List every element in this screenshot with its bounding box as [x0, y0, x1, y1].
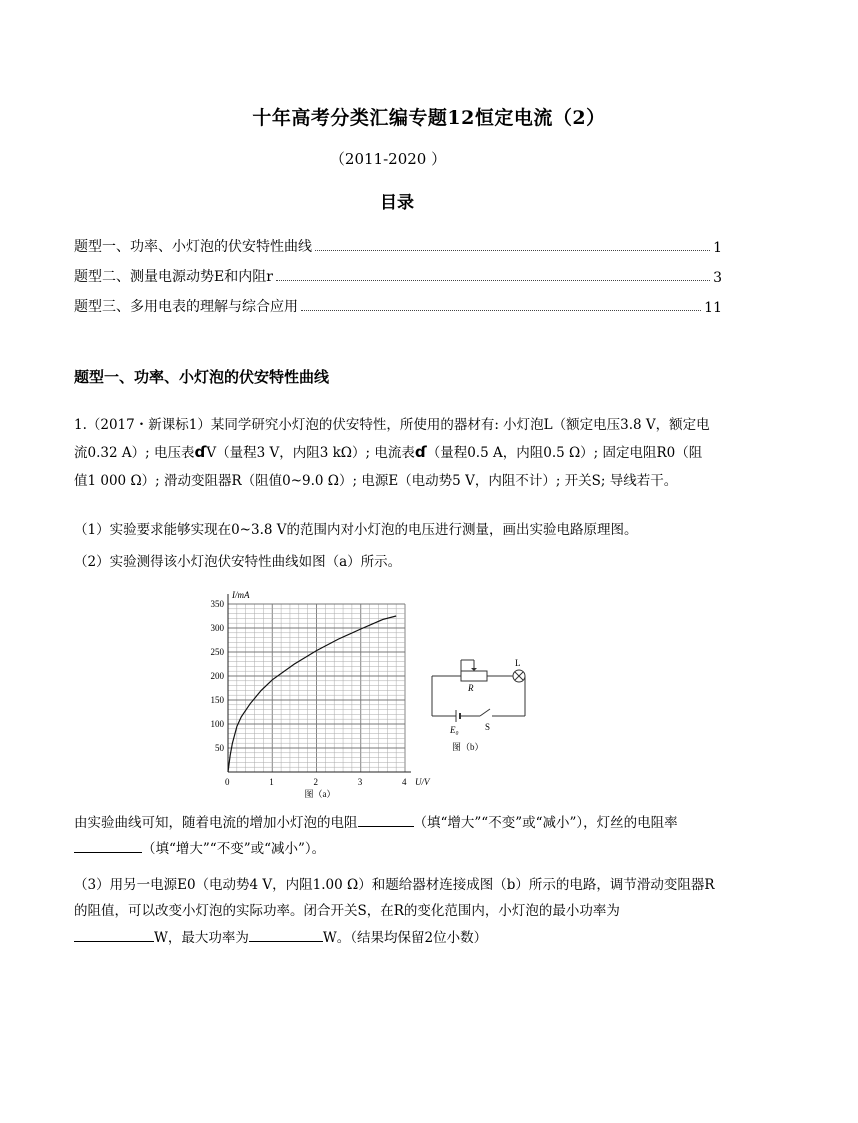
toc-item-label: 题型三、多用电表的理解与综合应用	[74, 299, 298, 315]
question-stem	[74, 412, 724, 494]
answer-blank-resistance[interactable]	[358, 812, 414, 827]
question-line: 1.（2017・新课标1）某同学研究小灯泡的伏安特性，所使用的器材有: 小灯泡L（额定电压3.8 V，额定电	[74, 417, 710, 433]
toc-item-label: 题型一、功率、小灯泡的伏安特性曲线	[74, 239, 312, 255]
question-part-3	[74, 872, 724, 951]
iv-curve-chart	[190, 584, 430, 800]
chart-grid	[228, 604, 405, 772]
toc-item-page: 3	[713, 270, 722, 286]
switch-icon	[480, 709, 490, 716]
source-label: E₀	[450, 725, 459, 735]
y-tick-label: 50	[215, 743, 224, 753]
answer-blank-max-power[interactable]	[249, 927, 323, 942]
toc-item-page: 1	[713, 240, 722, 256]
y-tick-label: 200	[210, 671, 224, 681]
x-axis-label: U/V	[415, 777, 430, 787]
switch-label: S	[485, 722, 491, 732]
answer-blank-resistivity[interactable]	[74, 838, 142, 853]
question-line	[74, 810, 724, 836]
lamp-label: L	[515, 658, 521, 668]
y-tick-label: 300	[210, 623, 224, 633]
question-line	[74, 925, 724, 951]
question-line	[74, 836, 724, 862]
toc-item[interactable]	[74, 226, 722, 256]
rheostat-label: R	[468, 683, 474, 693]
question-part-2: （2）实验测得该小灯泡伏安特性曲线如图（a）所示。	[74, 554, 402, 570]
iv-curve-line	[228, 616, 396, 772]
y-tick-label: 150	[210, 695, 224, 705]
question-text: （填“增大”“不变”或“减小”）。	[142, 841, 326, 858]
question-line	[74, 438, 724, 467]
toc-leader-dots	[301, 310, 701, 311]
y-axis-label: I/mA	[232, 590, 250, 600]
toc-leader-dots	[276, 280, 710, 281]
section-title: 题型一、功率、小灯泡的伏安特性曲线	[74, 368, 330, 386]
table-of-contents	[74, 226, 722, 316]
toc-heading: 目录	[380, 193, 414, 213]
y-tick-label: 350	[210, 599, 224, 609]
question-text: （量程0.5 A，内阻0.5 Ω）; 固定电阻R0（阻	[426, 445, 703, 462]
toc-item[interactable]	[74, 256, 722, 286]
question-line: 的阻值，可以改变小灯泡的实际功率。闭合开关S，在R的变化范围内，小灯泡的最小功率为	[74, 903, 620, 920]
question-text: V（量程3 V，内阻3 kΩ）; 电流表	[206, 445, 415, 462]
question-part-1: （1）实验要求能够实现在0~3.8 V的范围内对小灯泡的电压进行测量，画出实验电路原理图。	[74, 522, 638, 538]
toc-item[interactable]	[74, 286, 722, 316]
voltmeter-icon: ɗ	[194, 443, 207, 462]
y-tick-label: 250	[210, 647, 224, 657]
question-conclusion	[74, 810, 724, 863]
circuit-diagram-b	[428, 656, 538, 766]
figure-b-caption: 图（b）	[452, 742, 484, 752]
figures	[190, 584, 550, 800]
question-text: 由实验曲线可知，随着电流的增加小灯泡的电阻	[74, 815, 358, 831]
question-line: （3）用另一电源E0（电动势4 V，内阻1.00 Ω）和题给器材连接成图（b）所示的电路，调节滑动变阻器R	[74, 877, 715, 893]
question-text: W。（结果均保留2位小数）	[322, 929, 488, 946]
answer-blank-min-power[interactable]	[74, 927, 154, 942]
document-title: 十年高考分类汇编专题12恒定电流（2）	[252, 107, 606, 129]
x-tick-label: 4	[402, 777, 407, 787]
x-tick-label: 3	[357, 777, 363, 787]
question-line: 值1 000 Ω）; 滑动变阻器R（阻值0~9.0 Ω）; 电源E（电动势5 V，内阻不计）; 开关S; 导线若干。	[74, 472, 678, 489]
question-text: （填“增大”“不变”或“减小”），灯丝的电阻率	[413, 815, 678, 831]
toc-item-label: 题型二、测量电源动势E和内阻r	[74, 269, 273, 285]
year-range: （2011-2020 ）	[329, 150, 447, 168]
x-tick-label: 2	[313, 777, 318, 787]
x-tick-label: 1	[269, 777, 274, 787]
chart-series	[228, 616, 396, 772]
question-text: W，最大功率为	[154, 929, 249, 946]
figure-a-caption: 图（a）	[304, 789, 336, 799]
rheostat-icon	[461, 671, 487, 681]
question-text: 流0.32 A）; 电压表	[74, 445, 195, 462]
x-tick-label: 0	[225, 777, 230, 787]
toc-item-page: 11	[704, 300, 722, 316]
toc-leader-dots	[315, 250, 710, 251]
chart-axes	[228, 594, 411, 772]
chart-ticks	[211, 590, 432, 799]
y-tick-label: 100	[210, 719, 224, 729]
ammeter-icon: ɗ	[414, 443, 427, 462]
